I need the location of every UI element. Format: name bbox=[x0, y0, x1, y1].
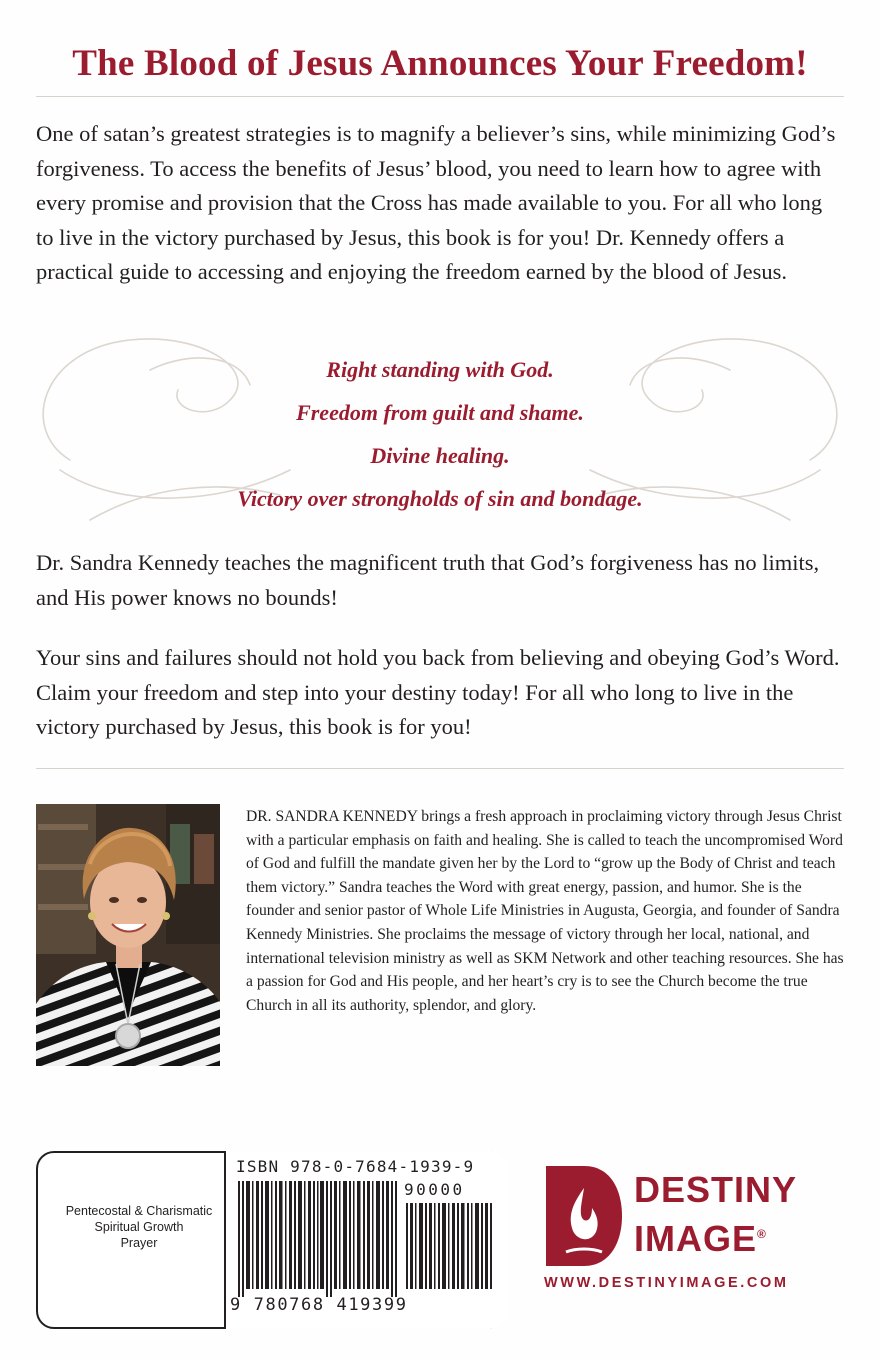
highlight-line: Victory over strongholds of sin and bondage. bbox=[237, 486, 643, 511]
title-divider bbox=[36, 96, 844, 97]
registered-mark: ® bbox=[757, 1227, 766, 1241]
barcode-panel bbox=[36, 1151, 506, 1329]
intro-paragraph: One of satan’s greatest strategies is to magnify a believer’s sins, while minimizing God’s forgiveness. To access the benefits of Jesus’ blood, you need to learn how to agree with every promise and provision that the Cross has made available to you. For all who long to live in the victory purchased by Jesus, this book is for you! Dr. Kennedy offers a practical guide to accessing and enjoying the freedom earned by the blood of Jesus. bbox=[36, 121, 836, 284]
highlights-list bbox=[0, 348, 880, 520]
page-title: The Blood of Jesus Announces Your Freedom! bbox=[72, 43, 808, 84]
category-list bbox=[46, 1203, 232, 1251]
body-paragraph-2: Dr. Sandra Kennedy teaches the magnificent truth that God’s forgiveness has no limits, and His power knows no bounds! bbox=[36, 550, 820, 610]
publisher-url[interactable]: WWW.DESTINYIMAGE.COM bbox=[544, 1275, 789, 1291]
category-item: Spiritual Growth bbox=[94, 1220, 184, 1234]
publisher-name-line2 bbox=[634, 1216, 766, 1257]
category-item: Prayer bbox=[120, 1236, 158, 1250]
author-photo bbox=[36, 804, 220, 1066]
bio-divider bbox=[36, 768, 844, 769]
highlight-line: Freedom from guilt and shame. bbox=[296, 400, 584, 425]
barcode-area bbox=[224, 1151, 508, 1329]
category-item: Pentecostal & Charismatic bbox=[65, 1204, 213, 1218]
highlight-line: Right standing with God. bbox=[326, 357, 554, 382]
publisher-name-line2-text: IMAGE bbox=[634, 1218, 758, 1259]
barcode-number: 9 780768 419399 bbox=[230, 1295, 408, 1315]
price-code: 90000 bbox=[404, 1180, 465, 1199]
isbn-label: ISBN 978-0-7684-1939-9 bbox=[236, 1157, 475, 1176]
publisher-name-line1: DESTINY bbox=[634, 1169, 798, 1210]
destiny-d-icon bbox=[544, 1164, 624, 1268]
highlight-line: Divine healing. bbox=[370, 443, 510, 468]
body-paragraph-3: Your sins and failures should not hold you back from believing and obeying God’s Word. Claim your freedom and step into your destiny today! For all who long to live in the victory purchased by Jesus, this book is for you! bbox=[36, 645, 840, 739]
author-bio: DR. SANDRA KENNEDY brings a fresh approach in proclaiming victory through Jesus Christ with a particular emphasis on faith and healing. She is called to teach the uncompromised Word of God and fulfill the mandate given her by the Lord to “grow up the Body of Christ and teach them victory.” Sandra teaches the Word with great energy, passion, and humor. She is the founder and senior pastor of Whole Life Ministries in Augusta, Georgia, and founder of Sandra Kennedy Ministries. She proclaims the message of victory through her local, national, and international television ministry as well as SKM Network and other teaching resources. She has a passion for God and His people, and her heart’s cry is to see the Church become the true Church in all its authority, splendor, and glory. bbox=[246, 808, 844, 1014]
publisher-logo bbox=[544, 1160, 844, 1300]
